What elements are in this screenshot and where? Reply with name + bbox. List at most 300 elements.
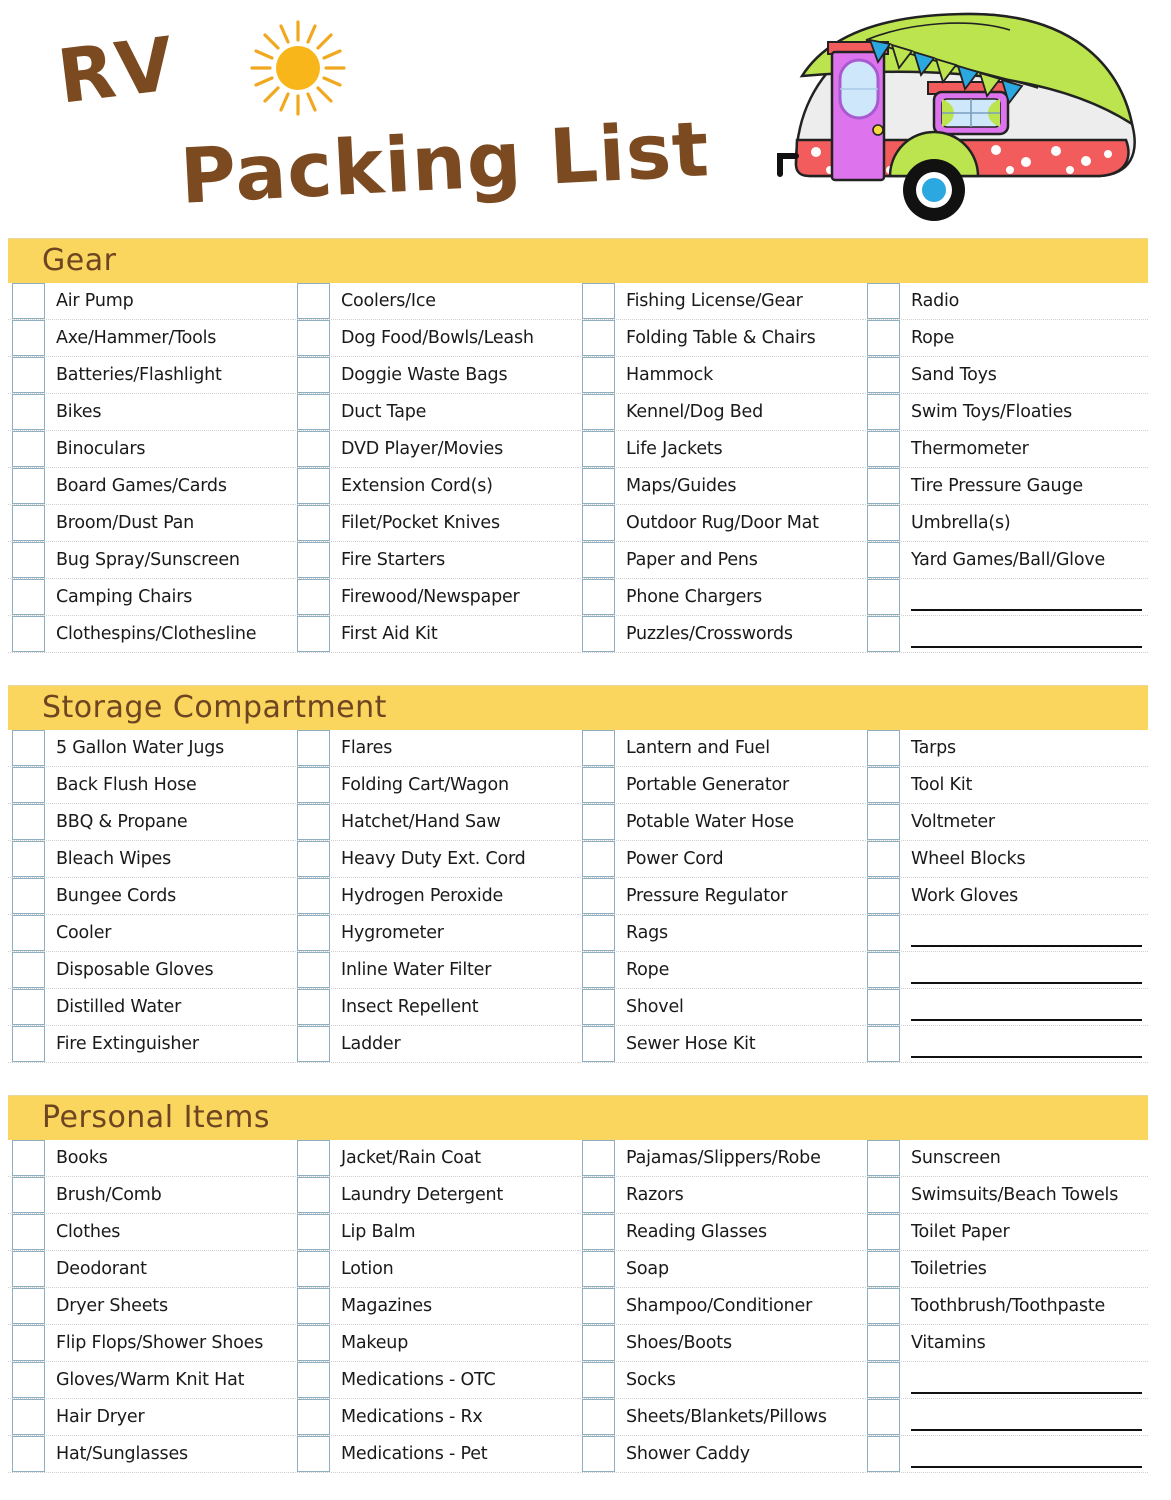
checklist-item-label: Broom/Dust Pan [56, 513, 195, 533]
checkbox[interactable] [12, 579, 45, 615]
packing-list-sheet [8, 238, 1163, 1479]
checkbox[interactable] [297, 1251, 330, 1287]
checklist-item-label: Rope [911, 328, 955, 348]
title-line-packing-list: Packing List [178, 104, 712, 221]
checklist-row [863, 542, 1148, 579]
sun-icon [248, 18, 348, 118]
checklist-item-label: Disposable Gloves [56, 960, 214, 980]
checklist-row [293, 579, 578, 616]
checklist-column [578, 730, 863, 1063]
checkbox[interactable] [582, 357, 615, 393]
checkbox[interactable] [12, 804, 45, 840]
checklist-item-label: Board Games/Cards [56, 476, 227, 496]
checklist-item-label: Hygrometer [341, 923, 444, 943]
checkbox[interactable] [297, 394, 330, 430]
checklist-item-label: Phone Chargers [626, 587, 763, 607]
checklist-row [863, 1325, 1148, 1362]
checklist-row [8, 616, 293, 653]
checkbox[interactable] [867, 283, 900, 319]
checklist-item-label: Deodorant [56, 1259, 147, 1279]
checklist-row [863, 1140, 1148, 1177]
checkbox[interactable] [582, 1362, 615, 1398]
checklist-row [578, 468, 863, 505]
write-in-line[interactable] [911, 952, 1148, 988]
checklist-item-label: Thermometer [911, 439, 1029, 459]
checkbox[interactable] [867, 1026, 900, 1062]
checklist-row [8, 542, 293, 579]
checklist-row [8, 952, 293, 989]
checkbox[interactable] [867, 1177, 900, 1213]
checkbox[interactable] [867, 1140, 900, 1176]
checkbox[interactable] [582, 730, 615, 766]
checkbox[interactable] [867, 579, 900, 615]
checklist-column [293, 1140, 578, 1473]
checkbox[interactable] [867, 616, 900, 652]
checkbox[interactable] [867, 841, 900, 877]
checkbox[interactable] [582, 1399, 615, 1435]
checklist-column [8, 730, 293, 1063]
teardrop-camper-icon [770, 4, 1166, 229]
checklist-column [8, 1140, 293, 1473]
checklist-item-label: Laundry Detergent [341, 1185, 504, 1205]
checkbox[interactable] [582, 952, 615, 988]
checklist-item-label: Tarps [911, 738, 956, 758]
checklist-row [863, 952, 1148, 989]
checkbox[interactable] [582, 320, 615, 356]
checklist-item-label: Razors [626, 1185, 684, 1205]
checklist-item-label: Doggie Waste Bags [341, 365, 508, 385]
checkbox[interactable] [867, 542, 900, 578]
checkbox[interactable] [582, 989, 615, 1025]
checklist-item-label: Clothespins/Clothesline [56, 624, 257, 644]
section-personal-items [8, 1095, 1148, 1473]
checkbox[interactable] [297, 579, 330, 615]
checklist-row [863, 1399, 1148, 1436]
checkbox[interactable] [297, 915, 330, 951]
checklist-column [578, 283, 863, 653]
checklist-item-label: Ladder [341, 1034, 401, 1054]
checklist-row [8, 1214, 293, 1251]
checklist-item-label: Wheel Blocks [911, 849, 1026, 869]
checklist-row [578, 542, 863, 579]
checklist-row [293, 1026, 578, 1063]
checklist-item-label: Radio [911, 291, 960, 311]
checkbox[interactable] [297, 1177, 330, 1213]
checklist-item-label: Makeup [341, 1333, 409, 1353]
checkbox[interactable] [582, 283, 615, 319]
checklist-item-label: Medications - OTC [341, 1370, 496, 1390]
checklist-item-label: Axe/Hammer/Tools [56, 328, 217, 348]
checkbox[interactable] [582, 394, 615, 430]
section-storage-compartment [8, 685, 1148, 1063]
checkbox[interactable] [12, 952, 45, 988]
checklist-item-label: DVD Player/Movies [341, 439, 504, 459]
checkbox[interactable] [867, 1288, 900, 1324]
checkbox[interactable] [297, 730, 330, 766]
checkbox[interactable] [12, 468, 45, 504]
checklist-row [578, 878, 863, 915]
checkbox[interactable] [12, 1325, 45, 1361]
checkbox[interactable] [297, 357, 330, 393]
checklist-row [293, 1399, 578, 1436]
checkbox[interactable] [867, 431, 900, 467]
checkbox[interactable] [867, 804, 900, 840]
checklist-item-label: Inline Water Filter [341, 960, 492, 980]
checkbox[interactable] [297, 1026, 330, 1062]
checklist-row [578, 1325, 863, 1362]
checkbox[interactable] [867, 468, 900, 504]
checklist-item-label: Portable Generator [626, 775, 789, 795]
checklist-item-label: Dog Food/Bowls/Leash [341, 328, 534, 348]
checkbox[interactable] [297, 878, 330, 914]
checkbox[interactable] [12, 1251, 45, 1287]
checkbox[interactable] [12, 616, 45, 652]
checklist-column [293, 283, 578, 653]
checklist-row [863, 841, 1148, 878]
checklist-item-label: Power Cord [626, 849, 724, 869]
checklist-row [863, 505, 1148, 542]
checklist-row [863, 989, 1148, 1026]
checkbox[interactable] [297, 505, 330, 541]
checklist-row [578, 1251, 863, 1288]
checklist-row [578, 952, 863, 989]
checkbox[interactable] [867, 394, 900, 430]
checkbox[interactable] [12, 1399, 45, 1435]
checkbox[interactable] [867, 505, 900, 541]
write-in-line[interactable] [911, 616, 1148, 652]
checklist-row [8, 1140, 293, 1177]
checkbox[interactable] [12, 431, 45, 467]
checklist-item-label: Flip Flops/Shower Shoes [56, 1333, 264, 1353]
checklist-row [8, 431, 293, 468]
checkbox[interactable] [867, 915, 900, 951]
checkbox[interactable] [12, 989, 45, 1025]
checkbox[interactable] [297, 320, 330, 356]
checklist-row [293, 1436, 578, 1473]
checklist-row [8, 1288, 293, 1325]
checklist-item-label: Hammock [626, 365, 714, 385]
checklist-row [8, 841, 293, 878]
checkbox[interactable] [867, 1362, 900, 1398]
checklist-item-label: Hatchet/Hand Saw [341, 812, 501, 832]
checkbox[interactable] [582, 1140, 615, 1176]
section-columns [8, 1140, 1148, 1473]
checklist-item-label: Magazines [341, 1296, 432, 1316]
checklist-item-label: Hair Dryer [56, 1407, 145, 1427]
checklist-row [863, 1362, 1148, 1399]
page-title [40, 10, 740, 230]
checklist-row [8, 767, 293, 804]
checkbox[interactable] [297, 989, 330, 1025]
checkbox[interactable] [297, 431, 330, 467]
checkbox[interactable] [12, 505, 45, 541]
checklist-row [293, 841, 578, 878]
checklist-row [863, 1288, 1148, 1325]
checklist-row [863, 431, 1148, 468]
checkbox[interactable] [867, 320, 900, 356]
checklist-row [578, 1214, 863, 1251]
checklist-row [8, 878, 293, 915]
checklist-item-label: Hydrogen Peroxide [341, 886, 504, 906]
checkbox[interactable] [12, 1177, 45, 1213]
section-title: Gear [42, 243, 117, 278]
checkbox[interactable] [867, 952, 900, 988]
checkbox[interactable] [582, 505, 615, 541]
checkbox[interactable] [867, 1325, 900, 1361]
checklist-row [8, 1325, 293, 1362]
checklist-item-label: Books [56, 1148, 108, 1168]
checklist-row [863, 1214, 1148, 1251]
write-in-line[interactable] [911, 1362, 1148, 1398]
checklist-item-label: Rags [626, 923, 668, 943]
checklist-row [863, 394, 1148, 431]
section-columns [8, 730, 1148, 1063]
checklist-row [578, 616, 863, 653]
checkbox[interactable] [12, 1288, 45, 1324]
checklist-row [578, 804, 863, 841]
checklist-item-label: Rope [626, 960, 670, 980]
checklist-item-label: Fire Extinguisher [56, 1034, 199, 1054]
write-in-line[interactable] [911, 915, 1148, 951]
checklist-row [293, 616, 578, 653]
checkbox[interactable] [582, 1288, 615, 1324]
checklist-row [863, 878, 1148, 915]
checklist-row [8, 320, 293, 357]
checkbox[interactable] [297, 616, 330, 652]
write-in-line[interactable] [911, 579, 1148, 615]
checklist-row [863, 1436, 1148, 1473]
checklist-row [8, 730, 293, 767]
checkbox[interactable] [297, 804, 330, 840]
checklist-item-label: Kennel/Dog Bed [626, 402, 764, 422]
checkbox[interactable] [297, 468, 330, 504]
checkbox[interactable] [12, 1140, 45, 1176]
checklist-item-label: Jacket/Rain Coat [341, 1148, 481, 1168]
checklist-row [293, 394, 578, 431]
checklist-row [578, 841, 863, 878]
checkbox[interactable] [297, 1362, 330, 1398]
checklist-item-label: Life Jackets [626, 439, 723, 459]
checklist-item-label: Bikes [56, 402, 102, 422]
checklist-item-label: Heavy Duty Ext. Cord [341, 849, 526, 869]
checklist-item-label: Fire Starters [341, 550, 446, 570]
checkbox[interactable] [582, 804, 615, 840]
checklist-item-label: Hat/Sunglasses [56, 1444, 188, 1464]
checklist-row [293, 357, 578, 394]
checklist-item-label: Shampoo/Conditioner [626, 1296, 813, 1316]
checklist-row [8, 579, 293, 616]
checklist-row [8, 1251, 293, 1288]
checklist-row [578, 283, 863, 320]
checkbox[interactable] [12, 878, 45, 914]
checkbox[interactable] [12, 1026, 45, 1062]
checkbox[interactable] [867, 1436, 900, 1472]
checklist-item-label: Lantern and Fuel [626, 738, 770, 758]
checklist-row [578, 1288, 863, 1325]
checklist-row [578, 1399, 863, 1436]
write-in-line[interactable] [911, 1399, 1148, 1435]
checkbox[interactable] [297, 542, 330, 578]
checklist-item-label: Sewer Hose Kit [626, 1034, 756, 1054]
checklist-item-label: Shovel [626, 997, 684, 1017]
checkbox[interactable] [297, 767, 330, 803]
checklist-item-label: Binoculars [56, 439, 146, 459]
checklist-row [293, 915, 578, 952]
checklist-item-label: Cooler [56, 923, 112, 943]
checkbox[interactable] [867, 878, 900, 914]
write-in-line[interactable] [911, 1436, 1148, 1472]
checklist-row [293, 320, 578, 357]
checkbox[interactable] [297, 1140, 330, 1176]
write-in-line[interactable] [911, 989, 1148, 1025]
checkbox[interactable] [297, 952, 330, 988]
checklist-row [578, 915, 863, 952]
checklist-row [863, 357, 1148, 394]
checkbox[interactable] [297, 1325, 330, 1361]
checklist-row [863, 616, 1148, 653]
checklist-column [863, 730, 1148, 1063]
checklist-row [578, 1177, 863, 1214]
checklist-column [293, 730, 578, 1063]
checklist-item-label: Coolers/Ice [341, 291, 436, 311]
checkbox[interactable] [582, 1436, 615, 1472]
checkbox[interactable] [867, 357, 900, 393]
checkbox[interactable] [582, 1026, 615, 1062]
checkbox[interactable] [12, 915, 45, 951]
checkbox[interactable] [582, 542, 615, 578]
checkbox[interactable] [867, 767, 900, 803]
checklist-row [578, 989, 863, 1026]
checkbox[interactable] [12, 730, 45, 766]
checkbox[interactable] [867, 1251, 900, 1287]
checklist-item-label: Shower Caddy [626, 1444, 750, 1464]
checklist-item-label: Dryer Sheets [56, 1296, 168, 1316]
checkbox[interactable] [582, 431, 615, 467]
checklist-row [578, 505, 863, 542]
checkbox[interactable] [12, 1362, 45, 1398]
checklist-row [293, 804, 578, 841]
checkbox[interactable] [297, 841, 330, 877]
checklist-item-label: Fishing License/Gear [626, 291, 803, 311]
checklist-item-label: Vitamins [911, 1333, 986, 1353]
checklist-item-label: Medications - Pet [341, 1444, 488, 1464]
checkbox[interactable] [582, 915, 615, 951]
checkbox[interactable] [12, 542, 45, 578]
page-header [0, 0, 1171, 238]
section-header [8, 1095, 1148, 1140]
checklist-row [8, 505, 293, 542]
checkbox[interactable] [582, 579, 615, 615]
checkbox[interactable] [12, 1436, 45, 1472]
checklist-row [293, 1177, 578, 1214]
checklist-item-label: Distilled Water [56, 997, 182, 1017]
checklist-row [863, 804, 1148, 841]
checklist-row [8, 394, 293, 431]
checklist-item-label: Bleach Wipes [56, 849, 172, 869]
checklist-row [293, 989, 578, 1026]
checkbox[interactable] [12, 320, 45, 356]
checklist-row [8, 989, 293, 1026]
checkbox[interactable] [582, 468, 615, 504]
checkbox[interactable] [12, 767, 45, 803]
checkbox[interactable] [582, 767, 615, 803]
section-gap [8, 1069, 1163, 1095]
checklist-item-label: Swim Toys/Floaties [911, 402, 1073, 422]
checklist-row [293, 505, 578, 542]
checkbox[interactable] [582, 878, 615, 914]
checkbox[interactable] [867, 1214, 900, 1250]
checklist-item-label: Pajamas/Slippers/Robe [626, 1148, 821, 1168]
checklist-item-label: Sand Toys [911, 365, 997, 385]
checkbox[interactable] [12, 841, 45, 877]
checklist-item-label: Folding Table & Chairs [626, 328, 816, 348]
checklist-item-label: Flares [341, 738, 393, 758]
checkbox[interactable] [582, 1325, 615, 1361]
checklist-item-label: Toiletries [911, 1259, 987, 1279]
checkbox[interactable] [867, 1399, 900, 1435]
checklist-row [578, 579, 863, 616]
checklist-row [863, 579, 1148, 616]
checklist-row [293, 767, 578, 804]
checklist-item-label: Folding Cart/Wagon [341, 775, 509, 795]
checklist-item-label: Medications - Rx [341, 1407, 483, 1427]
checkbox[interactable] [297, 1288, 330, 1324]
checklist-row [293, 1362, 578, 1399]
checklist-item-label: Extension Cord(s) [341, 476, 493, 496]
checklist-row [8, 1399, 293, 1436]
checkbox[interactable] [867, 989, 900, 1025]
checklist-row [8, 468, 293, 505]
checkbox[interactable] [12, 357, 45, 393]
checklist-item-label: Toothbrush/Toothpaste [911, 1296, 1106, 1316]
checkbox[interactable] [582, 1177, 615, 1213]
checkbox[interactable] [297, 1214, 330, 1250]
checklist-item-label: Tool Kit [911, 775, 973, 795]
checklist-item-label: Air Pump [56, 291, 134, 311]
checklist-item-label: Bungee Cords [56, 886, 177, 906]
checkbox[interactable] [582, 1251, 615, 1287]
checklist-row [8, 1026, 293, 1063]
checkbox[interactable] [297, 1436, 330, 1472]
checkbox[interactable] [297, 1399, 330, 1435]
checklist-row [578, 357, 863, 394]
checkbox[interactable] [12, 394, 45, 430]
checklist-row [8, 915, 293, 952]
checkbox[interactable] [867, 730, 900, 766]
checkbox[interactable] [12, 283, 45, 319]
checklist-row [863, 283, 1148, 320]
checklist-item-label: Reading Glasses [626, 1222, 767, 1242]
checklist-row [293, 431, 578, 468]
checkbox[interactable] [582, 1214, 615, 1250]
checklist-row [293, 1251, 578, 1288]
checklist-item-label: Camping Chairs [56, 587, 193, 607]
checkbox[interactable] [582, 841, 615, 877]
write-in-line[interactable] [911, 1026, 1148, 1062]
checklist-row [863, 730, 1148, 767]
checklist-row [578, 1026, 863, 1063]
checkbox[interactable] [582, 616, 615, 652]
checklist-item-label: Lotion [341, 1259, 394, 1279]
checkbox[interactable] [12, 1214, 45, 1250]
checklist-item-label: 5 Gallon Water Jugs [56, 738, 225, 758]
checklist-item-label: Gloves/Warm Knit Hat [56, 1370, 245, 1390]
checklist-column [578, 1140, 863, 1473]
checkbox[interactable] [297, 283, 330, 319]
checklist-item-label: BBQ & Propane [56, 812, 188, 832]
checklist-row [578, 1362, 863, 1399]
checklist-item-label: Tire Pressure Gauge [911, 476, 1083, 496]
